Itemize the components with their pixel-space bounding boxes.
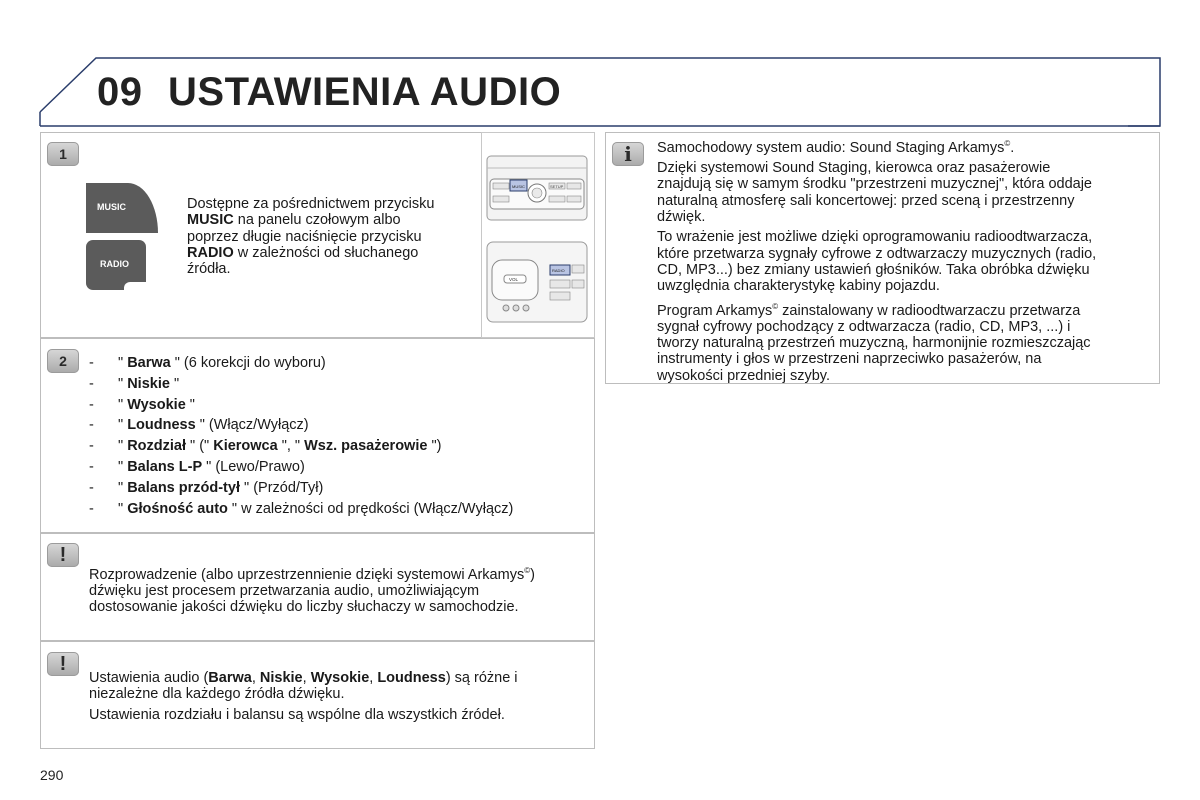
step-1-marker: 1	[47, 142, 79, 166]
svg-text:VOL: VOL	[509, 277, 519, 282]
chapter-title: USTAWIENIA AUDIO	[168, 70, 562, 114]
list-item: - " Loudness " (Włącz/Wyłącz)	[89, 415, 513, 436]
warning-icon: !	[47, 652, 79, 676]
warning-2-text: Ustawienia audio (Barwa, Niskie, Wysokie, Loudness) są różne i niezależne dla każdego źródła dźwięku. Ustawienia rozdziału i balansu są wspólne dla wszystkich źródeł.	[89, 670, 518, 723]
list-item: - " Barwa " (6 korekcji do wyboru)	[89, 353, 513, 374]
svg-text:SETUP: SETUP	[550, 184, 564, 189]
step-2-marker: 2	[47, 349, 79, 373]
list-item: - " Wysokie "	[89, 395, 513, 416]
page-number: 290	[40, 767, 64, 783]
radio-panel-illustration	[484, 150, 592, 330]
info-text: Samochodowy system audio: Sound Staging Arkamys©. Dzięki systemowi Sound Staging, kierowca oraz pasażerowie znajdują się w samym środku "przestrzeni muzycznej", która oddaje naturalną atmosferę sali koncertowej: przed sceną i przestrzenny dźwięk. To wrażenie jest możliwe dzięki oprogramowaniu radioodtwarzacza, które przetwarza sygnały cyfrowe z odtwarzaczy muzycznych (radio, CD, MP3...) bez zmiany ustawień głośników. Taka obróbka dźwięku uwzględnia charakterystykę kabiny pojazdu. Program Arkamys© zainstalowany w radioodtwarzaczu przetwarza sygnał cyfrowy pochodzący z odtwarzacza (radio, CD, MP3, ...) i tworzy naturalną przestrzeń muzyczną, harmonijnie rozmieszczając instrumenty i głos w przestrzeni naprzeciwko pasażerów, na wysokości przedniej szyby.	[657, 139, 1097, 384]
list-item: - " Głośność auto " w zależności od prędkości (Włącz/Wyłącz)	[89, 499, 513, 520]
list-item: - " Balans przód-tył " (Przód/Tył)	[89, 478, 513, 499]
chapter-number: 09	[97, 70, 143, 114]
section-1-text: Dostępne za pośrednictwem przycisku MUSIC na panelu czołowym albo poprzez długie naciśnięcie przycisku RADIO w zależności od słuchanego źródła.	[187, 196, 435, 278]
warning-icon: !	[47, 543, 79, 567]
svg-text:RADIO: RADIO	[552, 268, 565, 273]
music-button-illustration: MUSIC	[86, 183, 158, 233]
svg-text:MUSIC: MUSIC	[512, 184, 525, 189]
warning-1-text: Rozprowadzenie (albo uprzestrzennienie dzięki systemowi Arkamys©) dźwięku jest procesem przetwarzania audio, umożliwiającym dostosowanie jakości dźwięku do liczby słuchaczy w samochodzie.	[89, 566, 535, 616]
list-item: - " Rozdział " (" Kierowca ", " Wsz. pasażerowie ")	[89, 436, 513, 457]
list-item: - " Niskie "	[89, 374, 513, 395]
radio-button-illustration: RADIO	[86, 240, 146, 290]
audio-settings-list	[89, 353, 513, 519]
list-item: - " Balans L-P " (Lewo/Prawo)	[89, 457, 513, 478]
info-icon: i	[612, 142, 644, 166]
